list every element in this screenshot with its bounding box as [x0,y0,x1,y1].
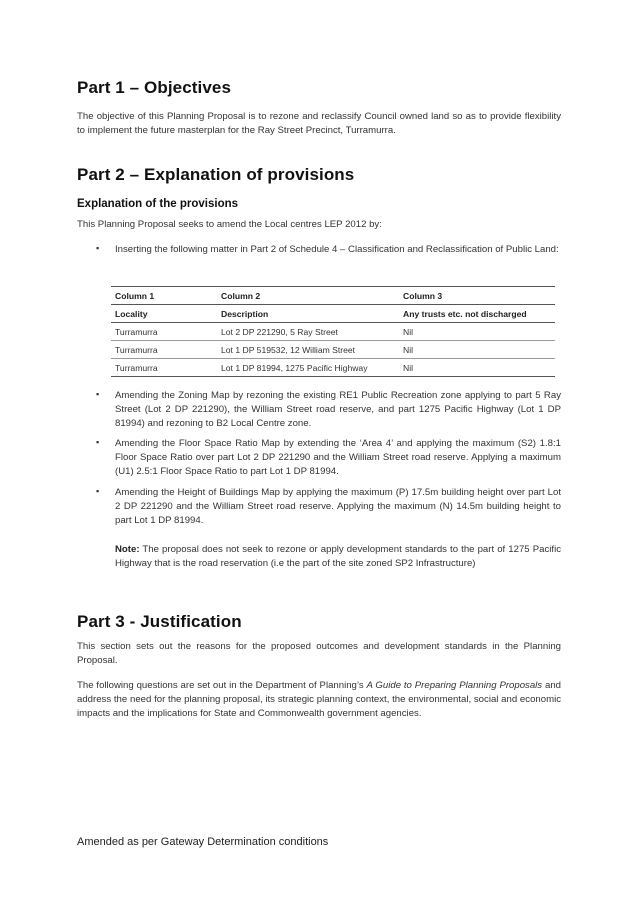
part3-para2-end: and address the need for the planning proposal, its strategic planning context, the environmental, social and economic impacts and the implications for State and Commonwealth government agencies. [77,680,561,720]
part1-paragraph: The objective of this Planning Proposal is to rezone and reclassify Council owned land so as to provide flexibility to implement the future masterplan for the Ray Street Precinct, Turramurra. [77,111,561,137]
table-cell: Turramurra [111,341,217,359]
table-cell: Lot 1 DP 519532, 12 William Street [217,341,399,359]
note-label: Note: [115,544,140,555]
table-header-cell: Column 2 [217,287,399,305]
bullet-marker: ▪ [96,437,100,447]
bullet-marker: ▪ [96,243,100,253]
table-header-cell: Locality [111,305,217,323]
bullet-marker: ▪ [96,389,100,399]
part3-paragraph-1: This section sets out the reasons for the proposed outcomes and development standards in the Planning Proposal. [77,641,561,667]
table-header-cell: Column 3 [399,287,555,305]
table-header-row [111,287,555,305]
bullet-text: Amending the Zoning Map by rezoning the existing RE1 Public Recreation zone applying to part 5 Ray Street (Lot 2 DP 221290), the William Street road reserve, and part 1275 Pacific Highway (Lot 1 DP 81994) and rezoning to B2 Local Centre zone. [115,390,561,430]
table-cell: Turramurra [111,359,217,377]
table-cell: Lot 1 DP 81994, 1275 Pacific Highway [217,359,399,377]
guide-title: A Guide to Preparing Planning Proposals [366,680,543,691]
table-header-cell: Description [217,305,399,323]
part3-paragraph-2 [77,679,561,722]
bullet-text: Amending the Floor Space Ratio Map by extending the ‘Area 4’ and applying the maximum (S2) 1.8:1 Floor Space Ratio over part Lot 2 DP 221290 and the William Street road reserve. Applying a maximum (U1) 2.5:1 Floor Space Ratio to part Lot 1 DP 81994. [115,438,561,478]
bullet-marker: ▪ [96,486,100,496]
reclassification-table [111,286,555,377]
part3-heading: Part 3 - Justification [77,612,242,631]
note-text: The proposal does not seek to rezone or apply development standards to the part of 1275 Pacific Highway that is the road reservation (i.e the part of the site zoned SP2 Infrastructure) [115,544,561,570]
part2-intro: This Planning Proposal seeks to amend the Local centres LEP 2012 by: [77,219,382,230]
part3-para2-start: The following questions are set out in the Department of Planning’s [77,680,367,691]
part2-heading: Part 2 – Explanation of provisions [77,165,355,184]
bullet-text: Inserting the following matter in Part 2 of Schedule 4 – Classification and Reclassification of Public Land: [115,244,559,255]
table-cell: Nil [399,341,555,359]
bullet-text: Amending the Height of Buildings Map by applying the maximum (P) 17.5m building height over part Lot 2 DP 221290 and the William Street road reserve. Applying the maximum (N) 14.5m building height to part Lot 1 DP 81994. [115,487,561,527]
table-subheader-row [111,305,555,323]
page-footer: Amended as per Gateway Determination conditions [77,836,329,848]
table-header-cell: Column 1 [111,287,217,305]
part2-subheading: Explanation of the provisions [77,198,239,210]
table-cell: Turramurra [111,323,217,341]
table-row [111,323,555,341]
table-row [111,359,555,377]
table-row [111,341,555,359]
table-header-cell: Any trusts etc. not discharged [399,305,555,323]
table-cell: Nil [399,323,555,341]
part1-heading: Part 1 – Objectives [77,78,232,97]
note-paragraph [115,543,561,571]
table-cell: Nil [399,359,555,377]
table-cell: Lot 2 DP 221290, 5 Ray Street [217,323,399,341]
